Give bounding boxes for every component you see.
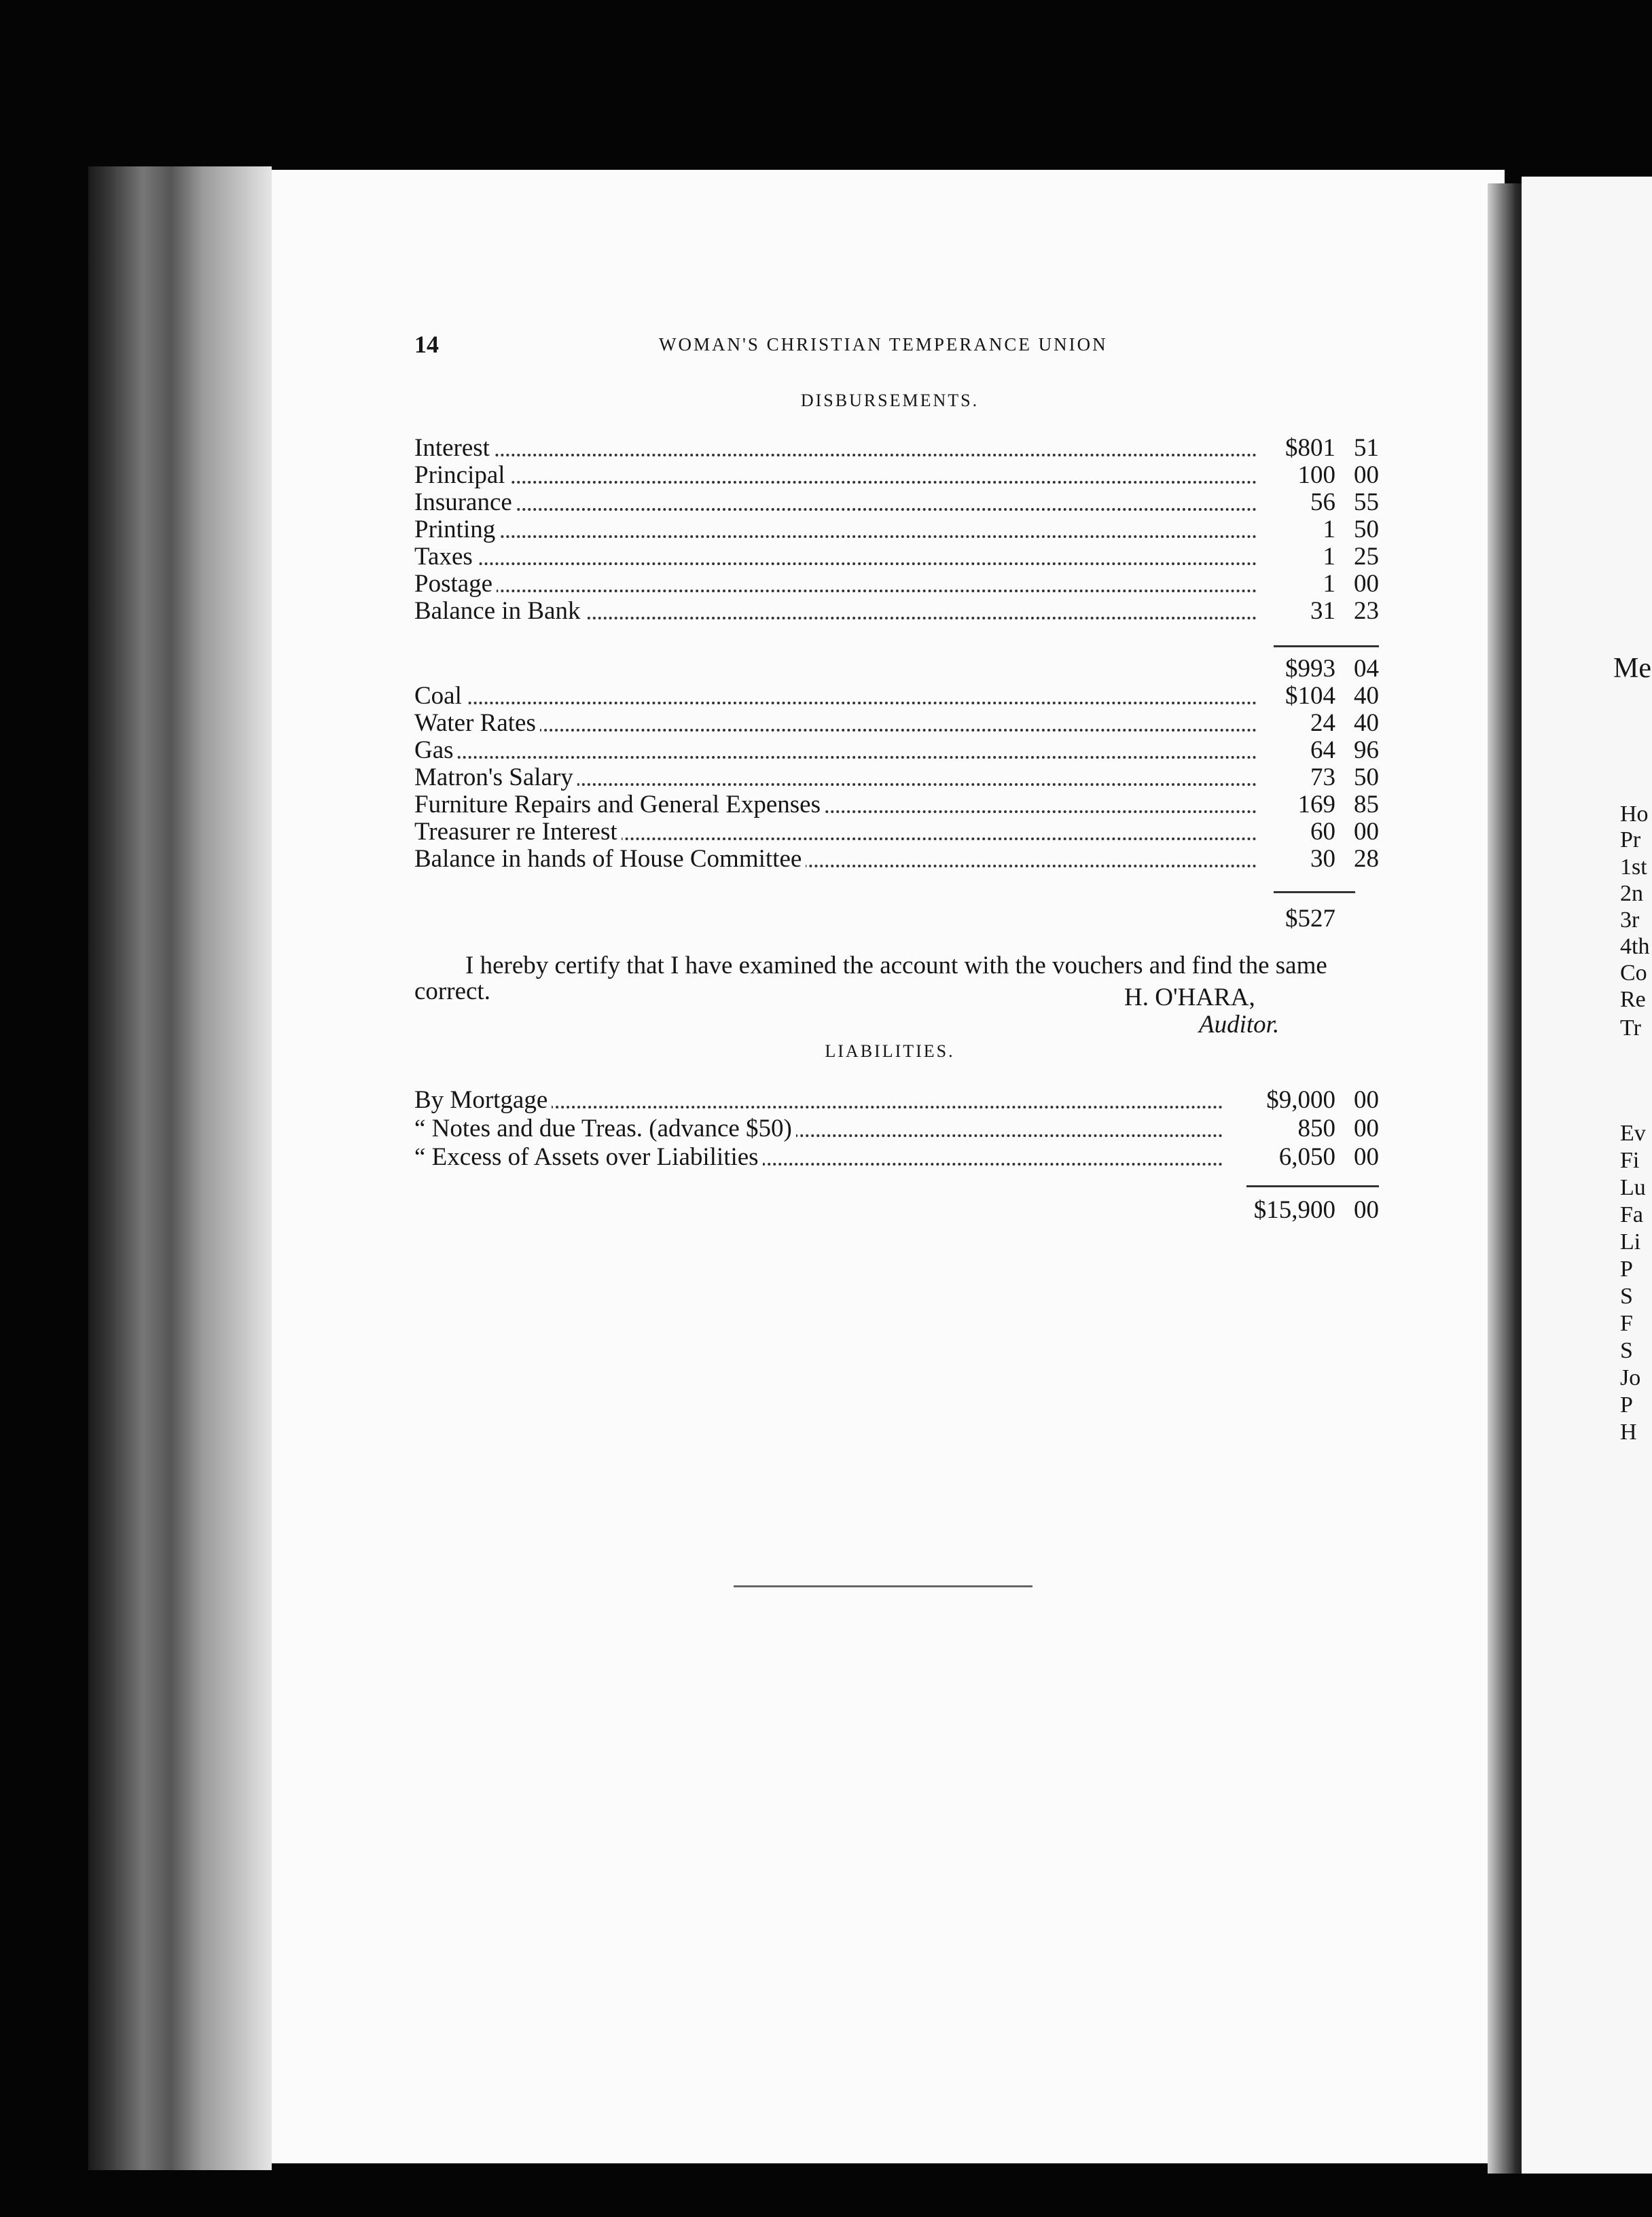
row-dollars: 56 bbox=[1305, 489, 1335, 516]
ledger-row bbox=[414, 516, 1379, 543]
row-dollars: 1 bbox=[1318, 543, 1336, 571]
row-dollars: 60 bbox=[1305, 818, 1335, 846]
row-cents: 00 bbox=[1354, 570, 1379, 598]
facing-page-line-fragment: Li bbox=[1620, 1229, 1641, 1255]
dot-leader bbox=[414, 508, 1257, 511]
disbursements-total-rule bbox=[1274, 645, 1379, 647]
ledger-row bbox=[414, 710, 1379, 737]
section-end-rule bbox=[734, 1585, 1032, 1587]
page-number: 14 bbox=[414, 331, 439, 358]
row-label: Gas bbox=[414, 737, 458, 764]
row-cents: 25 bbox=[1354, 543, 1379, 571]
row-label: Printing bbox=[414, 516, 499, 543]
row-cents: 96 bbox=[1354, 736, 1379, 764]
ledger-row bbox=[414, 791, 1379, 818]
facing-page-line-fragment: 2n bbox=[1620, 881, 1643, 906]
row-dollars: $801 bbox=[1280, 435, 1335, 462]
row-dollars: 169 bbox=[1293, 791, 1336, 818]
page-header bbox=[414, 330, 1365, 357]
dot-leader bbox=[414, 454, 1257, 456]
row-dollars: 1 bbox=[1318, 516, 1336, 543]
row-cents: 40 bbox=[1354, 682, 1379, 710]
dot-leader bbox=[414, 481, 1257, 484]
row-cents: 23 bbox=[1354, 597, 1379, 625]
ledger-row bbox=[414, 737, 1379, 764]
running-head: WOMAN'S CHRISTIAN TEMPERANCE UNION bbox=[659, 334, 1108, 355]
dot-leader bbox=[414, 590, 1257, 592]
ledger-row bbox=[414, 764, 1379, 791]
facing-page-line-fragment: Pr bbox=[1620, 827, 1641, 852]
row-dollars: $104 bbox=[1280, 683, 1335, 710]
row-cents: 50 bbox=[1354, 763, 1379, 791]
row-cents: 00 bbox=[1354, 1143, 1379, 1171]
total-dollars: $993 bbox=[1280, 655, 1335, 683]
liabilities-total bbox=[414, 1197, 1379, 1224]
row-label: Treasurer re Interest bbox=[414, 818, 622, 846]
facing-page-line-fragment: Ev bbox=[1620, 1121, 1646, 1146]
facing-page-line-fragment: 4th bbox=[1620, 934, 1650, 959]
row-cents: 51 bbox=[1354, 434, 1379, 462]
row-label: Water Rates bbox=[414, 710, 540, 737]
row-label: Coal bbox=[414, 683, 466, 710]
facing-page-line-fragment: 1st bbox=[1620, 854, 1647, 880]
facing-page-line-fragment: Lu bbox=[1620, 1175, 1646, 1200]
row-label: “ Excess of Assets over Liabilities bbox=[414, 1144, 763, 1171]
row-label: By Mortgage bbox=[414, 1087, 552, 1114]
facing-page-heading-fragment: Me bbox=[1613, 653, 1651, 684]
ledger-row bbox=[414, 598, 1379, 625]
row-cents: 55 bbox=[1354, 488, 1379, 516]
total-dollars: $527 bbox=[1280, 905, 1335, 933]
dot-leader bbox=[414, 756, 1257, 759]
house-total-rule bbox=[1274, 891, 1355, 893]
facing-page-line-fragment: Re bbox=[1620, 987, 1646, 1012]
row-cents: 85 bbox=[1354, 791, 1379, 818]
row-dollars: 31 bbox=[1305, 598, 1335, 625]
facing-page-line-fragment: Fi bbox=[1620, 1148, 1640, 1173]
row-dollars: 24 bbox=[1305, 710, 1335, 737]
ledger-row bbox=[414, 489, 1379, 516]
dot-leader bbox=[414, 729, 1257, 732]
facing-page-line-fragment: Co bbox=[1620, 960, 1647, 986]
ledger-row bbox=[414, 846, 1379, 873]
disbursements-heading: DISBURSEMENTS. bbox=[800, 391, 980, 410]
ledger-row bbox=[414, 1087, 1379, 1114]
row-label: Interest bbox=[414, 435, 494, 462]
row-dollars: 850 bbox=[1293, 1115, 1336, 1142]
row-label: Taxes bbox=[414, 543, 477, 571]
total-cents: 04 bbox=[1354, 655, 1379, 683]
row-label: Balance in Bank bbox=[414, 598, 585, 625]
facing-page-line-fragment: F bbox=[1620, 1311, 1633, 1336]
dot-leader bbox=[414, 562, 1257, 565]
row-dollars: 73 bbox=[1305, 764, 1335, 791]
facing-page-line-fragment: Fa bbox=[1620, 1202, 1643, 1227]
row-cents: 50 bbox=[1354, 516, 1379, 543]
row-label: Principal bbox=[414, 462, 509, 489]
row-label: Insurance bbox=[414, 489, 516, 516]
total-cents: 00 bbox=[1354, 1196, 1379, 1224]
certification-text: I hereby certify that I have examined the account with the vouchers and find the same correct. bbox=[414, 952, 1327, 1005]
liabilities-total-rule bbox=[1246, 1185, 1379, 1187]
row-label: Balance in hands of House Committee bbox=[414, 846, 806, 873]
liabilities-heading: LIABILITIES. bbox=[825, 1041, 955, 1061]
row-dollars: 6,050 bbox=[1274, 1144, 1335, 1171]
auditor-title: Auditor. bbox=[1199, 1011, 1280, 1039]
row-dollars: 64 bbox=[1305, 737, 1335, 764]
ledger-row bbox=[414, 571, 1379, 598]
total-dollars: $15,900 bbox=[1249, 1197, 1335, 1224]
row-dollars: 1 bbox=[1318, 571, 1336, 598]
row-dollars: 30 bbox=[1305, 846, 1335, 873]
ledger-row bbox=[414, 435, 1379, 462]
row-label: Postage bbox=[414, 571, 497, 598]
dot-leader bbox=[414, 702, 1257, 704]
row-cents: 28 bbox=[1354, 845, 1379, 873]
facing-page-line-fragment: P bbox=[1620, 1257, 1633, 1282]
facing-page-line-fragment: S bbox=[1620, 1338, 1633, 1363]
row-cents: 00 bbox=[1354, 818, 1379, 846]
ledger-row bbox=[414, 683, 1379, 710]
row-cents: 00 bbox=[1354, 461, 1379, 489]
ledger-row bbox=[414, 1144, 1379, 1171]
row-label: Furniture Repairs and General Expenses bbox=[414, 791, 825, 818]
facing-page-line-fragment: P bbox=[1620, 1392, 1633, 1418]
ledger-row bbox=[414, 462, 1379, 489]
row-cents: 40 bbox=[1354, 709, 1379, 737]
facing-page-line-fragment: S bbox=[1620, 1284, 1633, 1309]
row-cents: 00 bbox=[1354, 1115, 1379, 1142]
facing-page-line-fragment: Ho bbox=[1620, 801, 1649, 827]
ledger-row bbox=[414, 1115, 1379, 1142]
facing-page-line-fragment: H bbox=[1620, 1420, 1637, 1445]
book-page-edges bbox=[88, 166, 272, 2170]
facing-page-line-fragment: 3r bbox=[1620, 907, 1640, 933]
dot-leader bbox=[414, 535, 1257, 538]
row-label: Matron's Salary bbox=[414, 764, 577, 791]
row-label: “ Notes and due Treas. (advance $50) bbox=[414, 1115, 796, 1142]
disbursements-total bbox=[414, 655, 1379, 683]
ledger-row bbox=[414, 818, 1379, 846]
facing-page-line-fragment: Tr bbox=[1620, 1015, 1641, 1041]
auditor-signature: H. O'HARA, bbox=[1124, 984, 1255, 1011]
row-cents: 00 bbox=[1354, 1086, 1379, 1114]
row-dollars: $9,000 bbox=[1261, 1087, 1335, 1114]
facing-page-line-fragment: Jo bbox=[1620, 1365, 1641, 1390]
row-dollars: 100 bbox=[1293, 462, 1336, 489]
ledger-row bbox=[414, 543, 1379, 571]
house-accounts-total bbox=[414, 905, 1379, 933]
